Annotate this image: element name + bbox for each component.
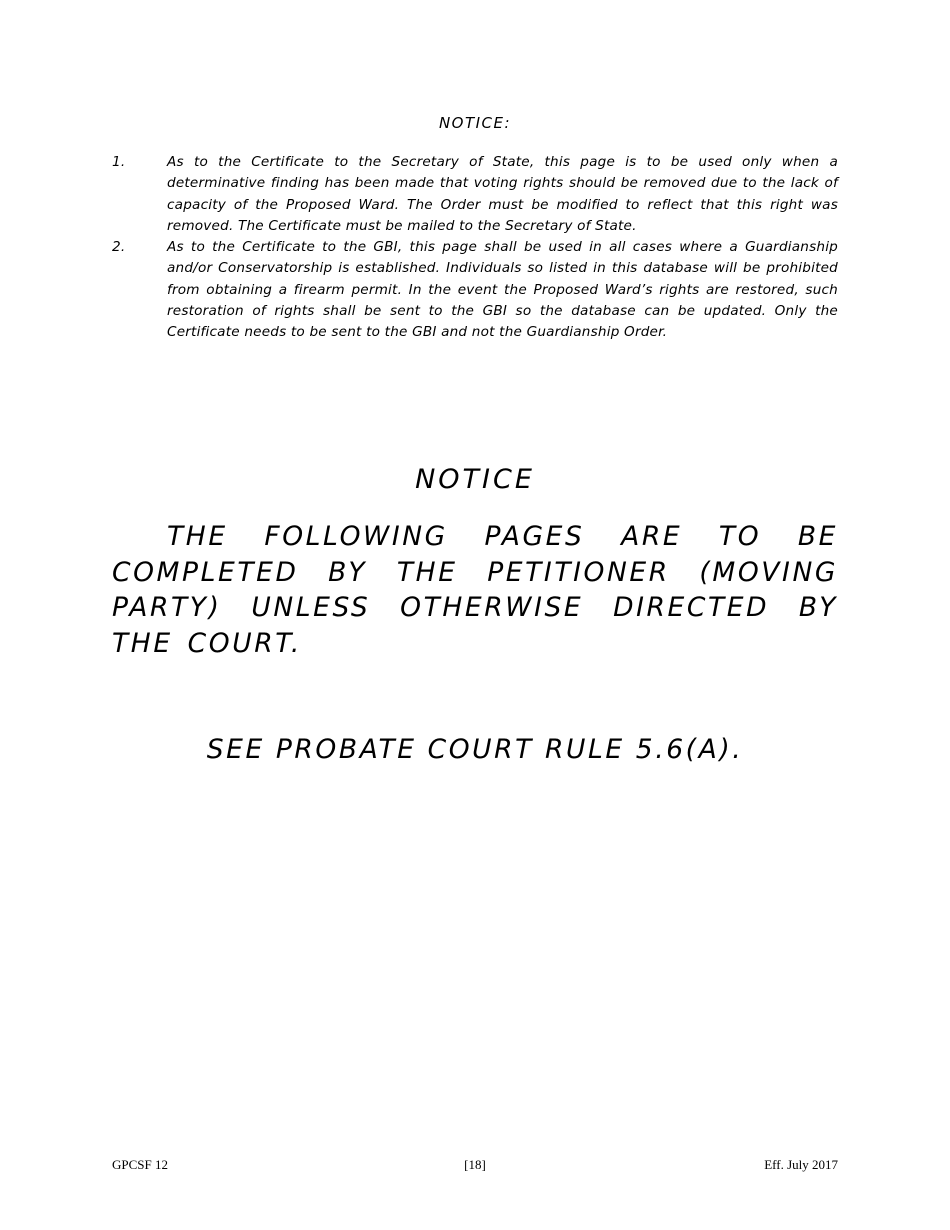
main-notice-body: THE FOLLOWING PAGES ARE TO BE COMPLETED BY THE PETITIONER (MOVING PARTY) UNLESS OTHERWISE DIRECTED BY THE COURT. xyxy=(112,521,838,659)
probate-rule-reference: SEE PROBATE COURT RULE 5.6(A). xyxy=(206,734,744,765)
notice-item-text: As to the Certificate to the GBI, this page shall be used in all cases where a Guardianship and/or Conservatorship is established. Individuals so listed in this database will be prohibited from obtaining a firearm permit. In the event the Proposed Ward’s rights are restored, such restoration of rights shall be sent to the GBI so the database can be updated. Only the Certificate needs to be sent to the GBI and not the Guardianship Order. xyxy=(167,239,838,341)
notice-item xyxy=(112,237,838,343)
footer-page-number: [18] xyxy=(464,1157,486,1172)
notice-list xyxy=(112,152,838,344)
notice-heading: NOTICE: xyxy=(438,114,512,132)
notice-item-number: 1. xyxy=(112,154,126,170)
page-footer xyxy=(112,1157,838,1175)
notice-item-number: 2. xyxy=(112,239,126,256)
footer-form-id: GPCSF 12 xyxy=(112,1157,168,1172)
notice-item-text: As to the Certificate to the Secretary of State, this page is to be used only when a determinative finding has been made that voting rights should be removed due to the lack of capacity of the Proposed Ward. The Order must be modified to reflect that this right was removed. The Certificate must be mailed to the Secretary of State. xyxy=(167,154,838,234)
main-notice-heading: NOTICE xyxy=(415,464,535,495)
notice-item xyxy=(112,152,838,237)
footer-effective-date: Eff. July 2017 xyxy=(764,1157,838,1172)
